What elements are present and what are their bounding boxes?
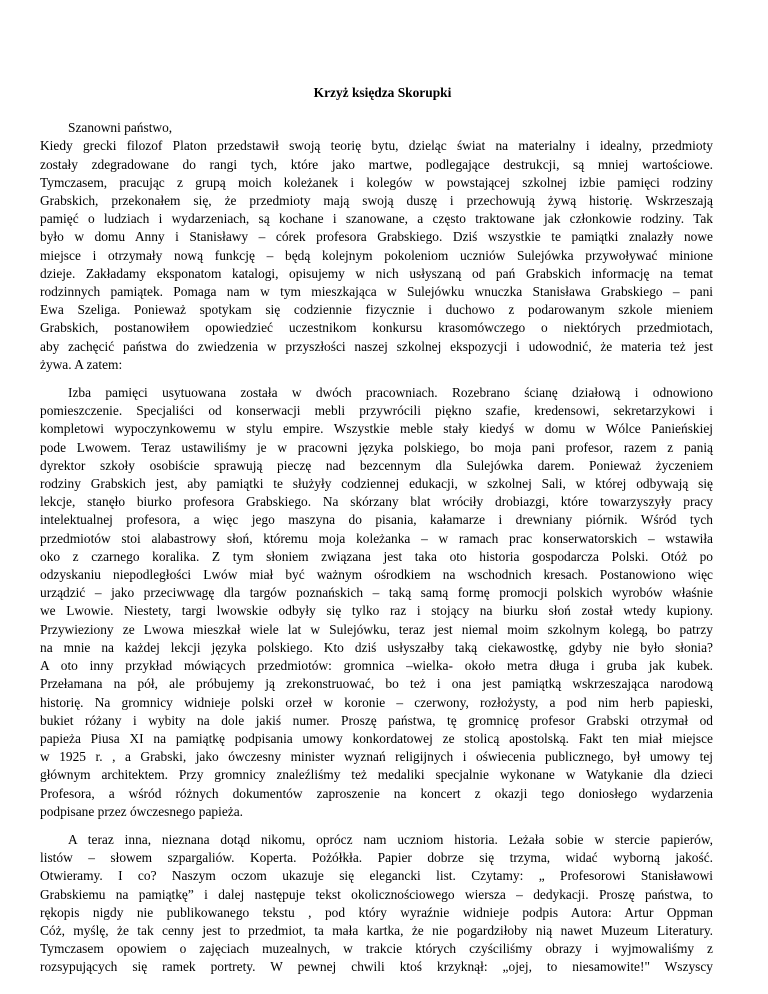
text-line: rodzinnych pamiątek. Pomaga nam w tym mieszkająca w Sulejówku wnuczka Stanisława Grabskiego – pani [40,284,713,300]
text-line: Izba pamięci usytuowana została w dwóch pracowniach. Rozebrano ścianę działową i odnowiono [68,385,713,401]
paragraph-izba-pamieci [40,384,713,821]
text-line: żywa. A zatem: [40,356,123,372]
text-line: dzieje. Zakładamy eksponatom katalogi, opisujemy w nich usłyszaną od pań Grabskich informację na temat [40,265,713,281]
greeting-paragraph [40,119,713,374]
paragraph-intro [40,137,713,374]
text-line: Kiedy grecki filozof Platon przedstawił swoją teorię bytu, dzieląc świat na materialny i idealny, przedmioty [40,138,713,154]
text-line: oko z czarnego koralika. Z tym słoniem związana jest taka oto historia gospodarcza Polski. Otóż po [40,548,713,564]
paragraph-nieznana-historia [40,831,713,977]
text-line: Profesora, a wśród różnych dokumentów zaproszenie na koncert z okazji tego doniosłego wydarzenia [40,785,713,801]
text-line: A teraz inna, nieznana dotąd nikomu, oprócz nam uczniom historia. Leżała sobie w stercie papierów, [68,831,713,847]
text-line: Tymczasem, pracując z grupą moich koleżanek i kolegów w powstającej szkolnej izbie pamięci rodziny [40,174,713,190]
text-line: miejsce i otrzymały nową funkcję – będą kolejnym pokoleniom uczniów Sulejówka przywoływać minione [40,247,713,263]
text-line: na mnie na każdej lekcji języka polskiego. Kto dziś usłyszałby taką ciekawostkę, gdyby nie było słonia? [40,639,713,655]
text-line: odzyskaniu niepodległości Lwów miał być ważnym ośrodkiem na wschodnich kresach. Postanowiono więc [40,567,713,583]
text-line: pamięć o ludziach i wydarzeniach, są kochane i szanowane, a często traktowane jak członkowie rodziny. Tak [40,211,713,227]
text-line: Przełamana na pół, ale próbujemy ją zrekonstruować, bo też i ona jest pamiątką wskrzeszająca narodową [40,676,713,692]
text-line: rękopis nigdy nie publikowanego tekstu , pod który wyraźnie widnieje podpis Autora: Artur Oppman [40,904,713,920]
text-line: było w domu Anny i Stanisławy – córek profesora Grabskiego. Dziś wszystkie te pamiątki znalazły nowe [40,229,713,245]
text-line: Ewa Szeliga. Ponieważ spotykam się codziennie fizycznie i duchowo z podarowanym szkole mieniem [40,302,713,318]
text-line: urządzić – jako przeciwwagę dla targów poznańskich – taką samą formę promocji polskich wyrobów właśnie [40,585,713,601]
text-line: rozsypujących się ramek portrety. W pewnej chwili ktoś krzyknął: „ojej, to niesamowite!" Wszyscy [40,959,713,975]
text-line: podpisane przez ówczesnego papieża. [40,803,243,819]
text-line: głównym architektem. Przy gromnicy znaleźliśmy też medaliki specjalnie wykonane w Watykanie dla dzieci [40,767,713,783]
text-line: A oto inny przykład mówiących przedmiotów: gromnica –wielka- około metra długa i gruba jak kubek. [40,658,713,674]
text-line: przedmiotów stoi alabastrowy słoń, któremu moja koleżanka – w ramach prac konserwatorskich – wstawiła [40,530,713,546]
text-line: Tymczasem opowiem o zajęciach muzealnych, w trakcie których czyściliśmy obrazy i wyjmowaliśmy z [40,941,713,957]
text-line: kompletowi wypoczynkowemu w stylu empire. Wszystkie meble stały kiedyś w domu w Wólce Panieńskiej [40,421,713,437]
text-line: Cóż, myślę, że tak cenny jest to przedmiot, ta mała kartka, że nie pogardziłoby nią nawet Muzeum Literatury. [40,922,713,938]
text-line: rodziny Grabskich jest, aby pamiątki te służyły codziennej edukacji, w szkolnej Sali, w której odbywają się [40,476,713,492]
text-line: Grabskich, przekonałem się, że przedmioty mają swoją duszę i przechowują żywą historię. Wskrzeszają [40,193,713,209]
text-line: papieża Piusa XI na pamiątkę podpisania umowy konkordatowej ze stolicą apostolską. Fakt ten miał miejsce [40,730,713,746]
text-line: dyrektor szkoły osobiście sprawują pieczę nad bezcennym dla Sulejówka darem. Ponieważ życzeniem [40,457,713,473]
text-line: pode Lwowem. Teraz ustawiliśmy je w pracowni języka polskiego, bo moja pani profesor, razem z panią [40,439,713,455]
text-line: pomieszczenie. Specjaliści od konserwacji mebli przywrócili piękno szafie, kredensowi, sekretarzykowi i [40,403,713,419]
greeting-line: Szanowni państwo, [68,120,173,136]
text-line: intelektualnej profesora, a więc jego maszyna do pisania, kałamarze i drewniany piórnik. Wśród tych [40,512,713,528]
text-line: Grabskich, postanowiłem opowiedzieć uczestnikom konkursu krasomówczego o niektórych przedmiotach, [40,320,713,336]
text-line: zostały zdegradowane do rangi tych, które jako martwe, podlegające destrukcji, są mniej wartościowe. [40,156,713,172]
text-line: Otwieramy. I co? Naszym oczom ukazuje się elegancki list. Czytamy: „ Profesorowi Stanisławowi [40,868,713,884]
text-line: lekcje, stanęło biurko profesora Grabskiego. Na skórzany blat wróciły drobiazgi, które towarzyszyły pracy [40,494,713,510]
text-line: historię. Na gromnicy widnieje polski orzeł w koronie – czerwony, rozłożysty, a pod nim herb papieski, [40,694,713,710]
document-title: Krzyż księdza Skorupki [313,85,452,100]
text-line: bukiet różany i wybity na dole jakiś numer. Proszę państwa, tę gromnicę profesor Grabski otrzymał od [40,712,713,728]
text-line: Przywieziony ze Lwowa mieszkał wiele lat w Sulejówku, teraz jest niemal moim szkolnym kolegą, bo patrzy [40,621,713,637]
text-line: listów – słowem szpargaliów. Koperta. Pożółkła. Papier dobrze się trzyma, widać wyborną jakość. [40,850,713,866]
text-line: we Lwowie. Niestety, targi lwowskie odbyły się tylko raz i stojący na biurku słoń został wtedy kupiony. [40,603,713,619]
text-line: aby zachęcić państwa do zwiedzenia w przyszłości naszej szkolnej ekspozycji i udowodnić, że materia też jest [40,338,713,354]
text-line: w 1925 r. , a Grabski, jako ówczesny minister wyznań religijnych i oświecenia publicznego, był umowy tej [40,749,713,765]
text-line: Grabskiemu na pamiątkę” i dalej następuje tekst okolicznościowego wiersza – dedykacji. Proszę państwa, to [40,886,713,902]
